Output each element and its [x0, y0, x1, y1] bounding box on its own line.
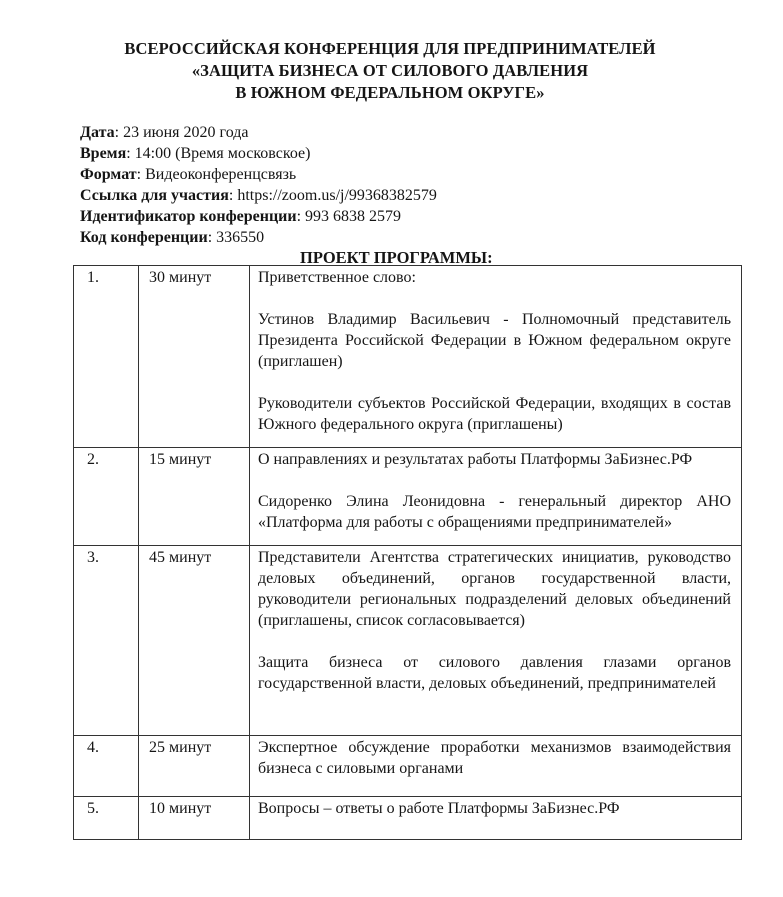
item-description: [250, 266, 742, 448]
date-label: Дата: [80, 124, 115, 141]
header-line-2: «ЗАЩИТА БИЗНЕСА ОТ СИЛОВОГО ДАВЛЕНИЯ: [191, 61, 589, 80]
table-row: [74, 546, 742, 736]
item-paragraph: Руководители субъектов Российской Федерации, входящих в состав Южного федерального округа (приглашены): [258, 395, 731, 433]
date-row: [80, 122, 437, 143]
conference-details: [80, 122, 437, 248]
table-row: [74, 736, 742, 797]
link-row: [80, 185, 437, 206]
table-row: [74, 266, 742, 448]
conference-id-label: Идентификатор конференции: [80, 208, 297, 225]
item-description: [250, 448, 742, 546]
item-paragraph: Экспертное обсуждение проработки механизмов взаимодействия бизнеса с силовыми органами: [258, 739, 731, 777]
program-table: [73, 265, 742, 840]
item-duration: 15 минут: [139, 448, 250, 546]
conference-id-value: : 993 6838 2579: [296, 208, 402, 225]
conference-code-value: : 336550: [207, 229, 265, 246]
item-number: 3.: [74, 546, 139, 736]
item-paragraph: Вопросы – ответы о работе Платформы ЗаБизнес.РФ: [258, 800, 620, 817]
item-paragraph: О направлениях и результатах работы Платформы ЗаБизнес.РФ: [258, 451, 693, 468]
link-value[interactable]: : https://zoom.us/j/99368382579: [228, 187, 437, 204]
format-label: Формат: [80, 166, 137, 183]
item-number: 1.: [74, 266, 139, 448]
link-label: Ссылка для участия: [80, 187, 229, 204]
item-number: 5.: [74, 797, 139, 840]
conference-id-row: [80, 206, 437, 227]
format-row: [80, 164, 437, 185]
conference-code-row: [80, 227, 437, 248]
document-header: [60, 38, 720, 104]
time-value: : 14:00 (Время московское): [126, 145, 311, 162]
item-duration: 45 минут: [139, 546, 250, 736]
table-row: [74, 797, 742, 840]
date-value: : 23 июня 2020 года: [114, 124, 249, 141]
item-duration: 25 минут: [139, 736, 250, 797]
time-row: [80, 143, 437, 164]
table-row: [74, 448, 742, 546]
item-description: [250, 546, 742, 736]
item-paragraph: Приветственное слово:: [258, 269, 416, 286]
program-title: ПРОЕКТ ПРОГРАММЫ:: [300, 248, 493, 267]
item-description: [250, 797, 742, 840]
item-paragraph: Защита бизнеса от силового давления глазами органов государственной власти, деловых объединений, предпринимателей: [258, 654, 731, 692]
item-number: 4.: [74, 736, 139, 797]
item-number: 2.: [74, 448, 139, 546]
item-duration: 10 минут: [139, 797, 250, 840]
conference-code-label: Код конференции: [80, 229, 208, 246]
time-label: Время: [80, 145, 127, 162]
item-description: [250, 736, 742, 797]
header-line-1: ВСЕРОССИЙСКАЯ КОНФЕРЕНЦИЯ ДЛЯ ПРЕДПРИНИМАТЕЛЕЙ: [124, 39, 656, 58]
header-line-3: В ЮЖНОМ ФЕДЕРАЛЬНОМ ОКРУГЕ»: [235, 83, 545, 102]
item-paragraph: Устинов Владимир Васильевич - Полномочный представитель Президента Российской Федерации в Южном федеральном округе (приглашен): [258, 311, 731, 370]
item-duration: 30 минут: [139, 266, 250, 448]
format-value: : Видеоконференцсвязь: [136, 166, 297, 183]
item-paragraph: Сидоренко Элина Леонидовна - генеральный директор АНО «Платформа для работы с обращениями предпринимателей»: [258, 493, 731, 531]
item-paragraph: Представители Агентства стратегических инициатив, руководство деловых объединений, органов государственной власти, руководители региональных подразделений деловых объединений (приглашены, список согласовывается): [258, 549, 731, 629]
